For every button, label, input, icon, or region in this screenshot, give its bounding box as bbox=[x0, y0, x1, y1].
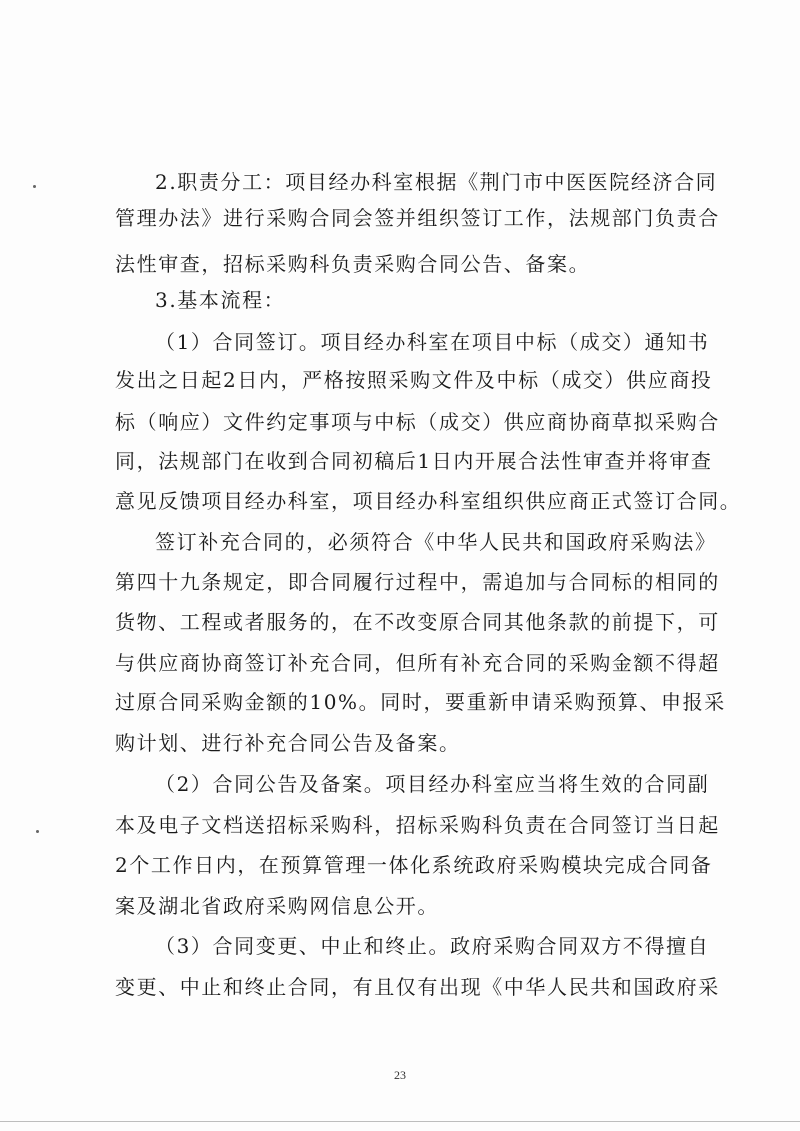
text-line: 2.职责分工：项目经办科室根据《荆门市中医医院经济合同 bbox=[155, 170, 718, 194]
text-line: 案及湖北省政府采购网信息公开。 bbox=[115, 894, 439, 918]
text-line: 货物、工程或者服务的，在不改变原合同其他条款的前提下，可 bbox=[115, 610, 720, 634]
text-line: 签订补充合同的，必须符合《中华人民共和国政府采购法》 bbox=[155, 530, 717, 554]
text-line: 过原合同采购金额的10%。同时，要重新申请采购预算、申报采 bbox=[115, 690, 726, 714]
text-line: 意见反馈项目经办科室，项目经办科室组织供应商正式签订合同。 bbox=[115, 489, 742, 513]
text-line: （2）合同公告及备案。项目经办科室应当将生效的合同副 bbox=[155, 772, 710, 796]
text-line: 管理办法》进行采购合同会签并组织签订工作，法规部门负责合 bbox=[115, 206, 720, 230]
text-line: 发出之日起2日内，严格按照采购文件及中标（成交）供应商投 bbox=[115, 368, 713, 392]
text-line: 变更、中止和终止合同，有且仅有出现《中华人民共和国政府采 bbox=[115, 975, 720, 999]
text-line: 法性审查，招标采购科负责采购合同公告、备案。 bbox=[115, 252, 591, 276]
text-line: 2个工作日内，在预算管理一体化系统政府采购模块完成合同备 bbox=[115, 853, 713, 877]
section-heading: 3.基本流程： bbox=[155, 288, 286, 312]
text-line: （3）合同变更、中止和终止。政府采购合同双方不得擅自 bbox=[155, 934, 710, 958]
text-line: 标（响应）文件约定事项与中标（成交）供应商协商草拟采购合 bbox=[115, 410, 720, 434]
text-line: 本及电子文档送招标采购科，招标采购科负责在合同签订当日起 bbox=[115, 813, 720, 837]
text-line: 与供应商协商签订补充合同，但所有补充合同的采购金额不得超 bbox=[115, 651, 720, 675]
text-line: 购计划、进行补充合同公告及备案。 bbox=[115, 731, 461, 755]
text-line: 第四十九条规定，即合同履行过程中，需追加与合同标的相同的 bbox=[115, 570, 720, 594]
scan-mark bbox=[33, 185, 36, 188]
text-line: 同，法规部门在收到合同初稿后1日内开展合法性审查并将审查 bbox=[115, 449, 713, 473]
page-number: 23 bbox=[394, 1068, 406, 1082]
text-line: （1）合同签订。项目经办科室在项目中标（成交）通知书 bbox=[155, 330, 710, 354]
scan-mark bbox=[36, 830, 39, 833]
scan-edge-line bbox=[0, 1121, 800, 1122]
